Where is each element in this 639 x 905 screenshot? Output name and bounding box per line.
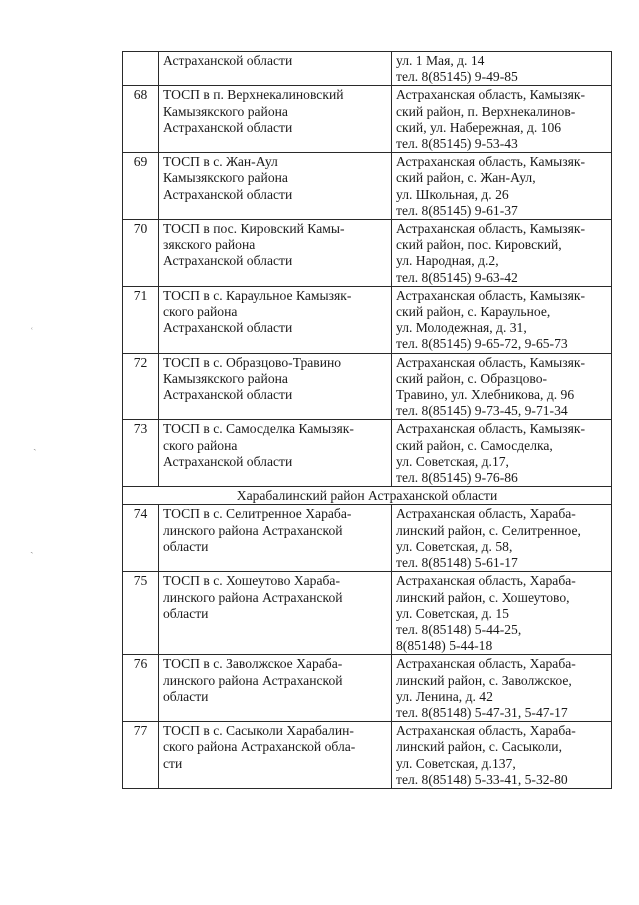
- office-name-line: Камызякского района: [163, 170, 288, 186]
- office-address-line: ский, ул. Набережная, д. 106: [396, 119, 562, 135]
- office-name-line: зякского района: [163, 237, 256, 253]
- office-address-line: линский район, с. Хошеутово,: [396, 589, 570, 605]
- office-address-line: Астраханская область, Хараба-: [396, 573, 576, 589]
- table-row: [123, 655, 612, 722]
- office-address-line: Астраханская область, Хараба-: [396, 723, 576, 739]
- office-address-cell: [392, 86, 612, 153]
- office-address-line: Астраханская область, Камызяк-: [396, 354, 586, 370]
- office-address-line: тел. 8(85145) 9-73-45, 9-71-34: [396, 403, 568, 419]
- office-name-cell: [159, 286, 392, 353]
- row-number: [123, 52, 159, 86]
- office-address-line: тел. 8(85148) 5-44-25,: [396, 621, 522, 637]
- office-address-line: тел. 8(85148) 5-47-31, 5-47-17: [396, 704, 568, 720]
- office-address-line: ул. Советская, д. 15: [396, 605, 509, 621]
- office-address-line: ул. 1 Мая, д. 14: [396, 53, 485, 68]
- office-name-cell: [159, 220, 392, 287]
- office-address-cell: [392, 286, 612, 353]
- office-address-line: тел. 8(85145) 9-63-42: [396, 269, 518, 285]
- office-name-line: ТОСП в с. Образцово-Травино: [163, 354, 342, 370]
- table-row: [123, 52, 612, 86]
- row-number: 70: [123, 220, 159, 287]
- office-address-cell: [392, 505, 612, 572]
- office-name-line: линского района Астраханской: [163, 672, 343, 688]
- office-address-line: 8(85148) 5-44-18: [396, 638, 493, 654]
- office-address-line: Астраханская область, Хараба-: [396, 656, 576, 672]
- office-name-line: ТОСП в с. Хошеутово Хараба-: [163, 573, 340, 589]
- office-name-line: ского района: [163, 304, 238, 320]
- office-address-line: ский район, пос. Кировский,: [396, 237, 562, 253]
- row-number: 71: [123, 286, 159, 353]
- office-address-cell: [392, 153, 612, 220]
- office-name-line: линского района Астраханской: [163, 522, 343, 538]
- office-name-cell: [159, 420, 392, 487]
- row-number: 76: [123, 655, 159, 722]
- office-address-line: ул. Народная, д.2,: [396, 253, 499, 269]
- scan-speck: ˏ: [30, 542, 34, 554]
- office-address-cell: [392, 722, 612, 789]
- office-address-line: ул. Советская, д.137,: [396, 755, 516, 771]
- office-name-line: сти: [163, 755, 183, 771]
- office-address-line: ул. Молодежная, д. 31,: [396, 320, 527, 336]
- table-row: [123, 153, 612, 220]
- office-address-line: Астраханская область, Камызяк-: [396, 287, 586, 303]
- office-name-line: Астраханской области: [163, 186, 293, 202]
- office-name-line: ТОСП в с. Селитренное Хараба-: [163, 506, 352, 522]
- office-name-line: Астраханской области: [163, 253, 293, 269]
- office-address-line: линский район, с. Сасыколи,: [396, 739, 562, 755]
- office-address-cell: [392, 220, 612, 287]
- scan-speck: ˎ: [33, 439, 37, 451]
- office-address-cell: [392, 52, 612, 86]
- table-row: [123, 286, 612, 353]
- office-name-line: Астраханской области: [163, 453, 293, 469]
- office-address-line: ул. Советская, д.17,: [396, 453, 509, 469]
- office-name-line: ТОСП в с. Самосделка Камызяк-: [163, 421, 354, 437]
- office-name-line: ТОСП в с. Караульное Камызяк-: [163, 287, 352, 303]
- office-address-cell: [392, 353, 612, 420]
- offices-table-body: [123, 52, 612, 789]
- office-address-line: ул. Советская, д. 58,: [396, 538, 513, 554]
- office-address-line: ский район, с. Караульное,: [396, 304, 551, 320]
- office-address-cell: [392, 572, 612, 655]
- office-name-line: ТОСП в п. Верхнекалиновский: [163, 87, 344, 103]
- office-address-line: Астраханская область, Камызяк-: [396, 154, 586, 170]
- office-address-line: ский район, п. Верхнекалинов-: [396, 103, 576, 119]
- office-name-line: Камызякского района: [163, 103, 288, 119]
- office-name-line: ТОСП в с. Сасыколи Харабалин-: [163, 723, 354, 739]
- office-name-line: Астраханской области: [163, 320, 293, 336]
- office-address-line: тел. 8(85145) 9-65-72, 9-65-73: [396, 336, 568, 352]
- office-address-line: ский район, с. Образцово-: [396, 370, 548, 386]
- section-title: Харабалинский район Астраханской области: [123, 487, 612, 505]
- row-number: 73: [123, 420, 159, 487]
- row-number: 74: [123, 505, 159, 572]
- office-name-line: Астраханской области: [163, 387, 293, 403]
- row-number: 72: [123, 353, 159, 420]
- office-name-line: ТОСП в с. Жан-Аул: [163, 154, 278, 170]
- office-name-line: Камызякского района: [163, 370, 288, 386]
- office-name-line: Астраханской области: [163, 119, 293, 135]
- office-address-line: тел. 8(85145) 9-49-85: [396, 69, 518, 85]
- offices-table: [122, 51, 612, 789]
- row-number: 69: [123, 153, 159, 220]
- office-address-line: линский район, с. Заволжское,: [396, 672, 572, 688]
- office-name-line: области: [163, 688, 209, 704]
- office-address-line: ул. Школьная, д. 26: [396, 186, 509, 202]
- table-row: [123, 505, 612, 572]
- office-name-line: Астраханской области: [163, 53, 293, 68]
- office-name-cell: [159, 572, 392, 655]
- office-address-cell: [392, 655, 612, 722]
- table-row: [123, 220, 612, 287]
- table-row: [123, 572, 612, 655]
- table-row: [123, 722, 612, 789]
- table-row: [123, 420, 612, 487]
- office-address-line: Астраханская область, Камызяк-: [396, 221, 586, 237]
- office-name-cell: [159, 505, 392, 572]
- office-address-cell: [392, 420, 612, 487]
- office-address-line: линский район, с. Селитренное,: [396, 522, 581, 538]
- office-name-line: ского района: [163, 437, 238, 453]
- office-name-cell: [159, 655, 392, 722]
- table-row: [123, 353, 612, 420]
- scan-speck: ʿ: [30, 326, 34, 338]
- row-number: 75: [123, 572, 159, 655]
- row-number: 68: [123, 86, 159, 153]
- row-number: 77: [123, 722, 159, 789]
- office-name-line: области: [163, 538, 209, 554]
- office-name-cell: [159, 153, 392, 220]
- office-address-line: Астраханская область, Камызяк-: [396, 87, 586, 103]
- office-name-line: ТОСП в с. Заволжское Хараба-: [163, 656, 343, 672]
- office-address-line: тел. 8(85145) 9-53-43: [396, 136, 518, 152]
- office-name-line: области: [163, 605, 209, 621]
- office-name-line: ТОСП в пос. Кировский Камы-: [163, 221, 345, 237]
- office-name-cell: [159, 52, 392, 86]
- office-address-line: Травино, ул. Хлебникова, д. 96: [396, 387, 575, 403]
- table-row: [123, 86, 612, 153]
- office-name-cell: [159, 353, 392, 420]
- office-address-line: Астраханская область, Хараба-: [396, 506, 576, 522]
- office-address-line: Астраханская область, Камызяк-: [396, 421, 586, 437]
- section-header-row: [123, 487, 612, 505]
- office-address-line: тел. 8(85145) 9-76-86: [396, 470, 518, 486]
- office-name-line: ского района Астраханской обла-: [163, 739, 356, 755]
- office-name-line: линского района Астраханской: [163, 589, 343, 605]
- office-address-line: ул. Ленина, д. 42: [396, 688, 493, 704]
- office-name-cell: [159, 722, 392, 789]
- office-address-line: тел. 8(85145) 9-61-37: [396, 202, 518, 218]
- office-address-line: тел. 8(85148) 5-33-41, 5-32-80: [396, 771, 568, 787]
- office-name-cell: [159, 86, 392, 153]
- office-address-line: ский район, с. Жан-Аул,: [396, 170, 536, 186]
- office-address-line: ский район, с. Самосделка,: [396, 437, 553, 453]
- office-address-line: тел. 8(85148) 5-61-17: [396, 555, 518, 571]
